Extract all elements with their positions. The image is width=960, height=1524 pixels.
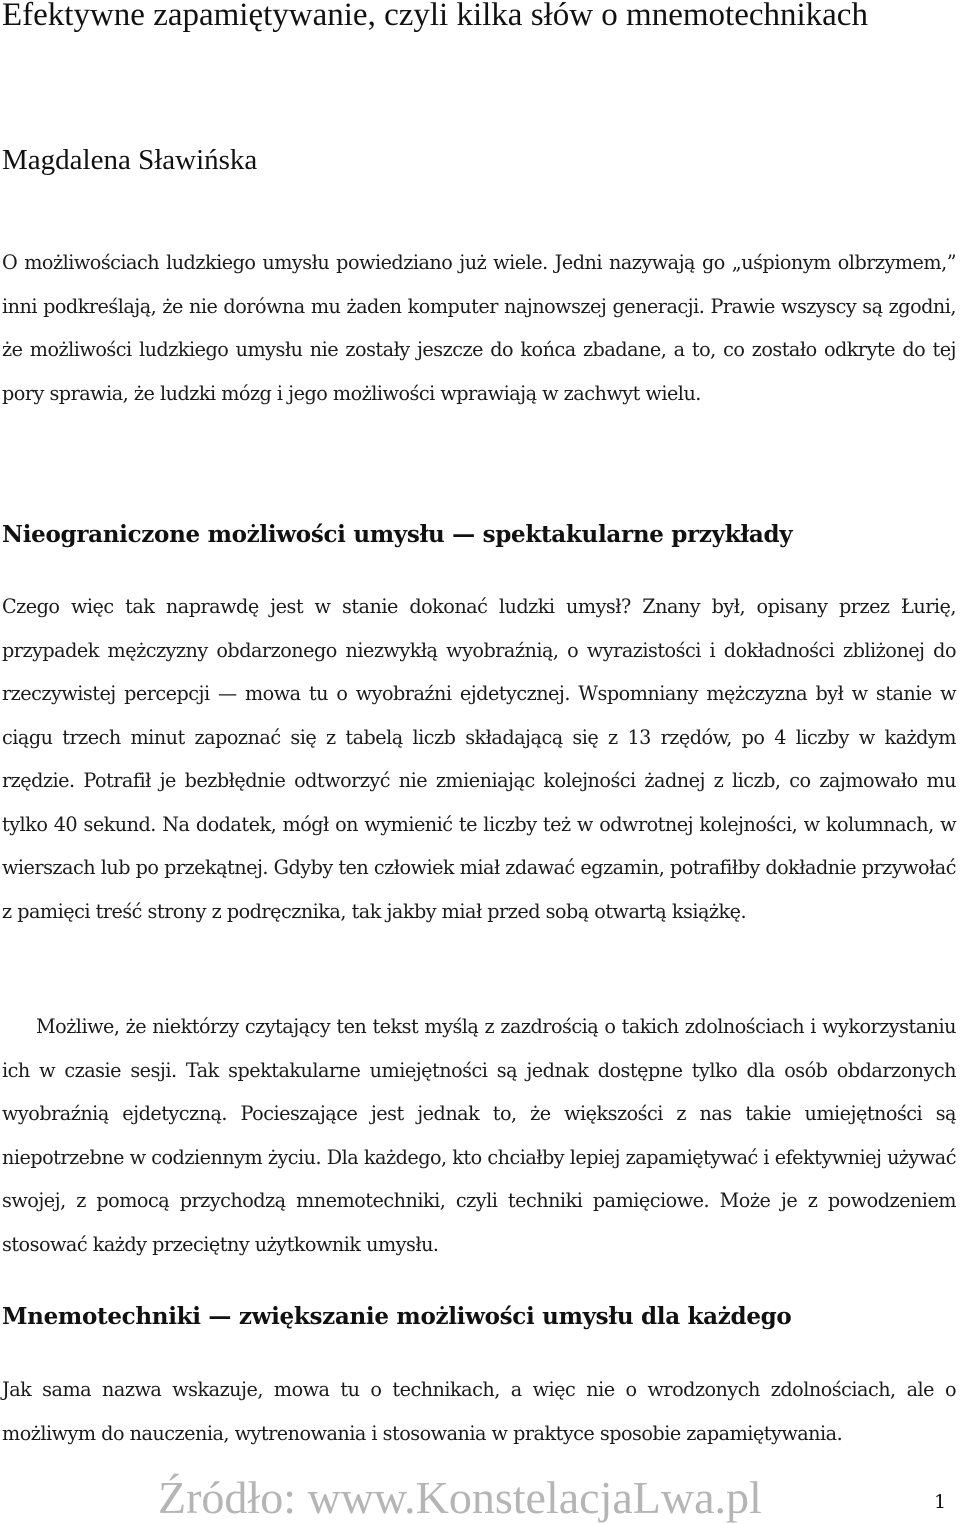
author-name: Magdalena Sławińska [2, 144, 258, 176]
section-heading-mnemonics: Mnemotechniki — zwiększanie możliwości umysłu dla każdego [2, 1303, 792, 1330]
paragraph-examples: Czego więc tak naprawdę jest w stanie dokonać ludzki umysł? Znany był, opisany przez Łurię, przypadek mężczyzny obdarzonego niezwykłą wyobraźnią, o wyrazistości i dokładności zbliżonej do rzeczywistej percepcji — mowa tu o wyobraźni ejdetycznej. Wspomniany mężczyzna był w stanie w ciągu trzech minut zapoznać się z tabelą liczb składającą się z 13 rzędów, po 4 liczby w każdym rzędzie. Potrafił je bezbłędnie odtworzyć nie zmieniając kolejności żadnej z liczb, co zajmowało mu tylko 40 sekund. Na dodatek, mógł on wymienić te liczby też w odwrotnej kolejności, w kolumnach, w wierszach lub po przekątnej. Gdyby ten człowiek miał zdawać egzamin, potrafiłby dokładnie przywołać z pamięci treść strony z podręcznika, tak jakby miał przed sobą otwartą książkę. [2, 595, 956, 923]
paragraph-mnemonics-definition: Jak sama nazwa wskazuje, mowa tu o technikach, a więc nie o wrodzonych zdolnościach, ale o możliwym do nauczenia, wytrenowania i stosowania w praktyce sposobie zapamiętywania. [2, 1378, 956, 1445]
page-number: 1 [934, 1491, 947, 1513]
source-watermark: Źródło: www.KonstelacjaLwa.pl [158, 1472, 762, 1523]
paragraph-intro: O możliwościach ludzkiego umysłu powiedziano już wiele. Jedni nazywają go „uśpionym olbrzymem,” inni podkreślają, że nie dorówna mu żaden komputer najnowszej generacji. Prawie wszyscy są zgodni, że możliwości ludzkiego umysłu nie zostały jeszcze do końca zbadane, a to, co zostało odkryte do tej pory sprawia, że ludzki mózg i jego możliwości wprawiają w zachwyt wielu. [2, 251, 956, 405]
section-heading-examples: Nieograniczone możliwości umysłu — spektakularne przykłady [2, 521, 793, 548]
document-title: Efektywne zapamiętywanie, czyli kilka słów o mnemotechnikach [2, 0, 868, 33]
paragraph-mnemonics-intro: Możliwe, że niektórzy czytający ten tekst myślą z zazdrością o takich zdolnościach i wykorzystaniu ich w czasie sesji. Tak spektakularne umiejętności są jednak dostępne tylko dla osób obdarzonych wyobraźnią ejdetyczną. Pocieszające jest jednak to, że większości z nas takie umiejętności są niepotrzebne w codziennym życiu. Dla każdego, kto chciałby lepiej zapamiętywać i efektywniej używać swojej, z pomocą przychodzą mnemotechniki, czyli techniki pamięciowe. Może je z powodzeniem stosować każdy przeciętny użytkownik umysłu. [2, 1015, 956, 1256]
